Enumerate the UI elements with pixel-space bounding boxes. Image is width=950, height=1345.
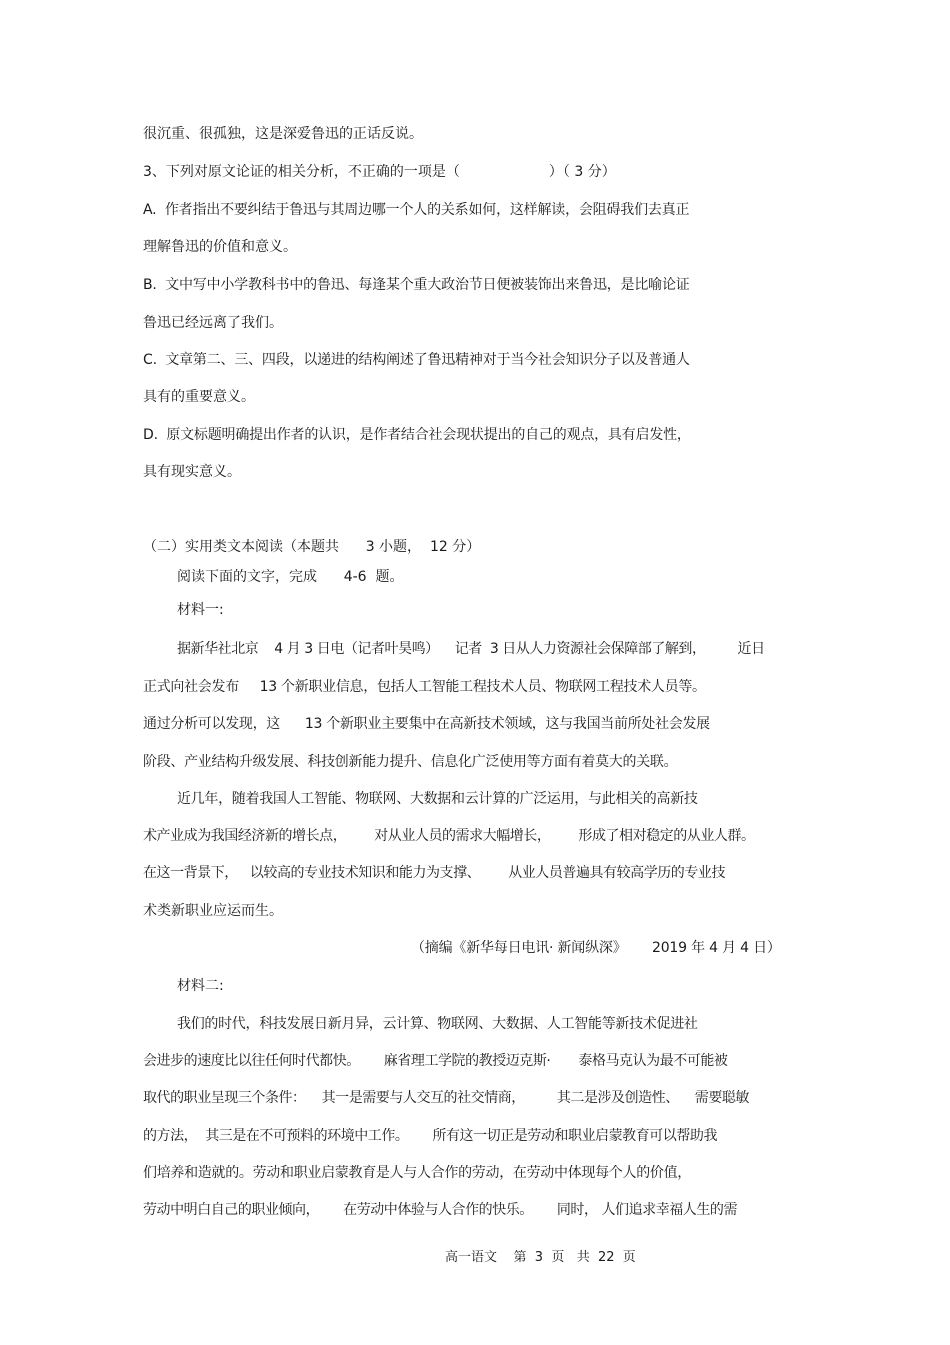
option-d-cont: 具有现实意义。 <box>143 464 241 480</box>
paragraph-line: 正式向社会发布 13 个新职业信息，包括人工智能工程技术人员、物联网工程技术人员等。 <box>143 679 706 695</box>
text-line: 很沉重、很孤独，这是深爱鲁迅的正话反说。 <box>143 126 423 142</box>
paragraph-line: 劳动中明白自己的职业倾向， 在劳动中体验与人合作的快乐。 同时， 人们追求幸福人生的需 <box>143 1202 738 1218</box>
paragraph-line: 通过分析可以发现，这 13 个新职业主要集中在高新技术领域，这与我国当前所处社会发展 <box>143 716 710 732</box>
paragraph-line: 的方法， 其三是在不可预料的环境中工作。 所有这一切正是劳动和职业启蒙教育可以帮助我 <box>143 1128 717 1144</box>
paragraph-line: 在这一背景下， 以较高的专业技术知识和能力为支撑、 从业人员普遍具有较高学历的专业技 <box>143 865 725 881</box>
option-a-cont: 理解鲁迅的价值和意义。 <box>143 239 297 255</box>
paragraph-line: 取代的职业呈现三个条件： 其一是需要与人交互的社交情商， 其二是涉及创造性、 需要聪敏 <box>143 1090 750 1106</box>
section-heading: （二）实用类文本阅读（本题共 3 小题， 12 分） <box>143 539 481 555</box>
option-c: C. 文章第二、三、四段，以递进的结构阐述了鲁迅精神对于当今社会知识分子以及普通人 <box>143 352 690 368</box>
paragraph-line: 术产业成为我国经济新的增长点， 对从业人员的需求大幅增长， 形成了相对稳定的从业人群。 <box>143 828 755 844</box>
paragraph-line: 们培养和造就的。劳动和职业启蒙教育是人与人合作的劳动，在劳动中体现每个人的价值， <box>143 1165 691 1181</box>
material-1-label: 材料一: <box>177 602 224 618</box>
paragraph-line: 我们的时代，科技发展日新月异，云计算、物联网、大数据、人工智能等新技术促进社 <box>177 1016 698 1032</box>
page-footer: 高一语文 第 3 页 共 22 页 <box>445 1250 636 1265</box>
material-2-label: 材料二: <box>177 978 224 994</box>
option-a: A. 作者指出不要纠结于鲁迅与其周边哪一个人的关系如何，这样解读，会阻碍我们去真正 <box>143 202 690 218</box>
paragraph-line: 阶段、产业结构升级发展、科技创新能力提升、信息化广泛使用等方面有着莫大的关联。 <box>143 754 678 770</box>
paragraph-line: 近几年，随着我国人工智能、物联网、大数据和云计算的广泛运用，与此相关的高新技 <box>177 791 698 807</box>
paragraph-line: 据新华社北京 4 月 3 日电（记者叶昊鸣） 记者 3 日从人力资源社会保障部了解到， 近日 <box>177 641 765 657</box>
option-b-cont: 鲁迅已经远离了我们。 <box>143 315 283 331</box>
paragraph-line: 术类新职业应运而生。 <box>143 903 283 919</box>
source-citation: （摘编《新华每日电讯· 新闻纵深》 2019 年 4 月 4 日） <box>411 940 781 956</box>
paragraph-line: 会进步的速度比以往任何时代都快。 麻省理工学院的教授迈克斯· 泰格马克认为最不可能被 <box>143 1053 728 1069</box>
instruction: 阅读下面的文字，完成 4-6 题。 <box>177 569 404 585</box>
question-3-stem: 3、下列对原文论证的相关分析，不正确的一项是（ ）（ 3 分） <box>143 164 616 180</box>
option-b: B. 文中写中小学教科书中的鲁迅、每逢某个重大政治节日便被装饰出来鲁迅，是比喻论证 <box>143 277 690 293</box>
option-c-cont: 具有的重要意义。 <box>143 389 255 405</box>
option-d: D. 原文标题明确提出作者的认识，是作者结合社会现状提出的自己的观点，具有启发性， <box>143 427 691 443</box>
